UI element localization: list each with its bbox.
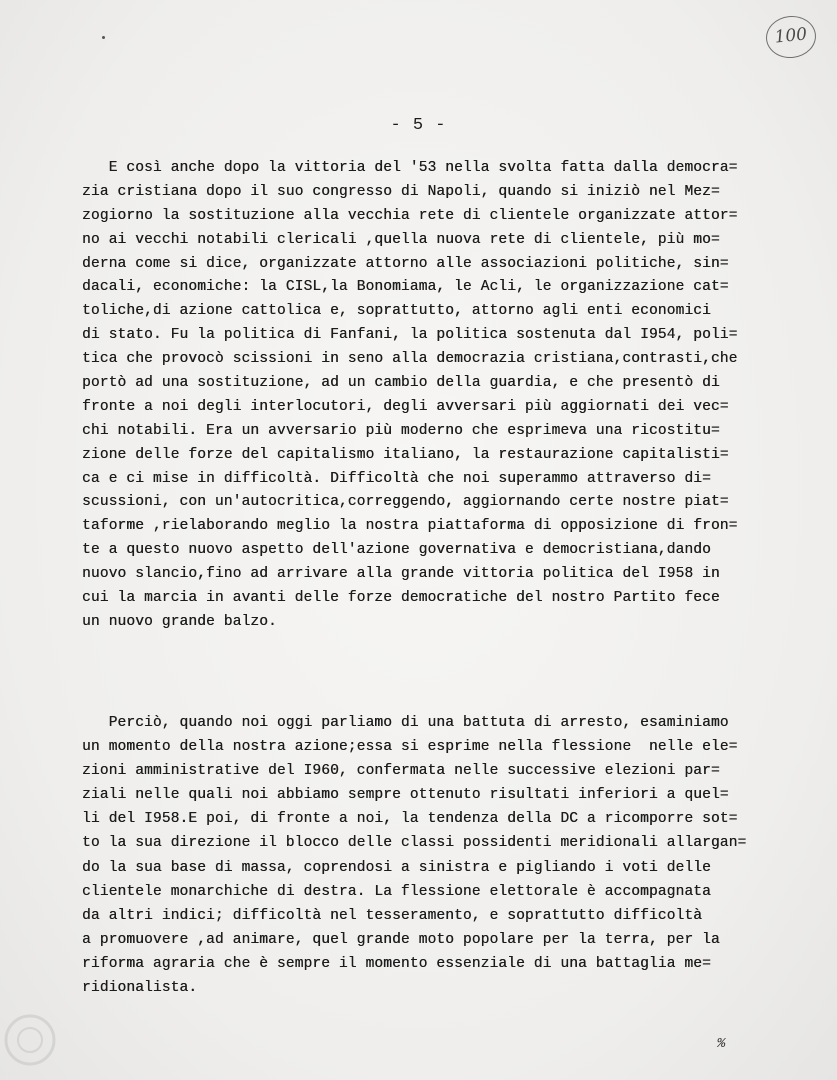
text-line: zioni amministrative del I960, confermata nelle successive elezioni par= [82,763,720,780]
text-line: taforme ,rielaborando meglio la nostra piattaforma di opposizione di fron= [82,518,738,535]
text-line: chi notabili. Era un avversario più moderno che esprimeva una ricostitu= [82,422,720,439]
text-line: scussioni, con un'autocritica,correggendo, aggiornando certe nostre piat= [82,494,729,511]
text-line: ca e ci mise in difficoltà. Difficoltà che noi superammo attraverso di= [82,470,711,487]
text-line: E così anche dopo la vittoria del '53 nella svolta fatta dalla democra= [82,160,738,176]
text-line: di stato. Fu la politica di Fanfani, la politica sostenuta dal I954, poli= [82,327,738,344]
text-line: li del I958.E poi, di fronte a noi, la tendenza della DC a ricomporre sot= [82,811,738,828]
text-line: Perciò, quando noi oggi parliamo di una battuta di arresto, esaminiamo [82,715,729,731]
text-line: un nuovo grande balzo. [82,613,277,630]
text-line: toliche,di azione cattolica e, soprattutto, attorno agli enti economici [82,303,711,320]
text-line: zogiorno la sostituzione alla vecchia rete di clientele organizzate attor= [82,207,738,224]
text-line: da altri indici; difficoltà nel tesseramento, e soprattutto difficoltà [82,907,703,924]
text-line: zione delle forze del capitalismo italiano, la restaurazione capitalisti= [82,446,729,463]
text-line: un momento della nostra azione;essa si esprime nella flessione nelle ele= [82,739,738,756]
text-line: a promuovere ,ad animare, quel grande moto popolare per la terra, per la [82,931,720,948]
page-number: - 5 - [390,116,447,135]
text-line: portò ad una sostituzione, ad un cambio della guardia, e che presentò di [82,375,720,392]
text-line: dacali, economiche: la CISL,la Bonomiama, le Acli, le organizzazione cat= [82,279,729,296]
text-line: derna come si dice, organizzate attorno alle associazioni politiche, sin= [82,255,729,272]
text-line: zia cristiana dopo il suo congresso di Napoli, quando si iniziò nel Mez= [82,183,720,200]
text-line: to la sua direzione il blocco delle classi possidenti meridionali allargan= [82,835,747,852]
paragraph-1 [82,157,822,635]
stamp-number: 100 [773,24,809,48]
text-line: nuovo slancio,fino ad arrivare alla grande vittoria politica del I958 in [82,566,720,583]
ink-dot [102,36,105,39]
text-line: ridionalista. [82,980,198,997]
text-line: cui la marcia in avanti delle forze democratiche del nostro Partito fece [82,590,720,607]
text-line: ziali nelle quali noi abbiamo sempre ottenuto risultati inferiori a quel= [82,787,729,804]
footer-mark: % [717,1036,726,1052]
text-line: tica che provocò scissioni in seno alla democrazia cristiana,contrasti,che [82,351,738,368]
archive-watermark-logo [0,1010,70,1070]
page-stamp-circle [764,14,818,61]
text-line: te a questo nuovo aspetto dell'azione governativa e democristiana,dando [82,542,711,559]
text-line: no ai vecchi notabili clericali ,quella nuova rete di clientele, più mo= [82,231,720,248]
text-line: clientele monarchiche di destra. La flessione elettorale è accompagnata [82,883,711,900]
paragraph-2 [82,711,822,1000]
text-line: fronte a noi degli interlocutori, degli avversari più aggiornati dei vec= [82,398,729,415]
text-line: riforma agraria che è sempre il momento essenziale di una battaglia me= [82,955,711,972]
text-line: do la sua base di massa, coprendosi a sinistra e pigliando i voti delle [82,859,711,876]
